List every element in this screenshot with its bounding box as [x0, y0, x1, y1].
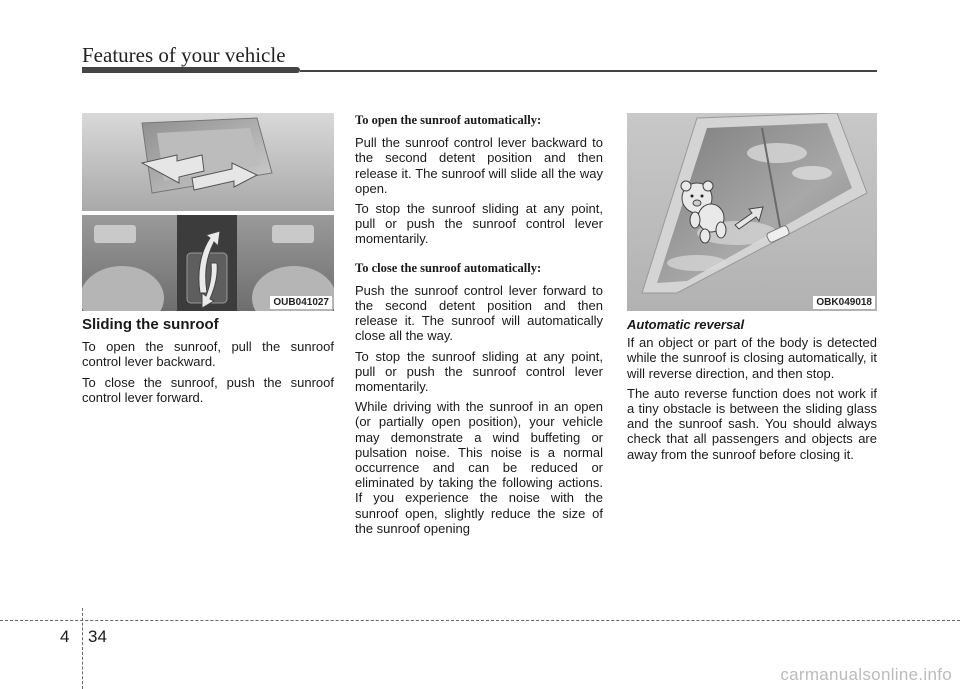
chapter-number: 4 — [60, 627, 70, 646]
paragraph: The auto reverse function does not work if a tiny obstacle is between the sliding glass and the sunroof sash. You should always check that all passengers and objects are away from the sunroof before closing it. — [627, 385, 877, 462]
footer-divider — [82, 608, 83, 689]
paragraph: To stop the sunroof sliding at any point, pull or push the sunroof control lever momentarily. — [355, 201, 603, 247]
subsection-heading: To close the sunroof automatically: — [355, 260, 542, 275]
right-column — [627, 317, 877, 467]
header-rule — [82, 67, 300, 73]
paragraph: Pull the sunroof control lever backward to the second detent position and then release it. The sunroof will slide all the way open. — [355, 135, 603, 196]
page-header-title: Features of your vehicle — [82, 43, 286, 67]
paragraph: To close the sunroof, push the sunroof control lever forward. — [82, 374, 334, 405]
page-number: 34 — [88, 627, 107, 646]
section-title: Sliding the sunroof — [82, 316, 219, 333]
subsection-heading: Automatic reversal — [627, 317, 745, 332]
paragraph: Push the sunroof control lever forward to the second detent position and then release it. The sunroof will automatically close all the way. — [355, 282, 603, 344]
paragraph: While driving with the sunroof in an open (or partially open position), your vehicle may demonstrate a wind buffeting or pulsation noise. This noise is a normal occurrence and can be reduced or eliminated by taking the following actions. If you experience the noise with the sunroof open, slightly reduce the size of the sunroof opening — [355, 399, 603, 536]
paragraph: If an object or part of the body is detected while the sunroof is closing automatically, it will reverse direction, and then stop. — [627, 335, 877, 381]
auto-reversal-illustration — [627, 113, 877, 311]
paragraph: To stop the sunroof sliding at any point, pull or push the sunroof control lever momentarily. — [355, 348, 603, 395]
left-column — [82, 317, 334, 410]
figure-auto-reversal — [627, 113, 877, 311]
sunroof-lever-illustration — [82, 113, 334, 311]
paragraph: To open the sunroof, pull the sunroof control lever backward. — [82, 339, 334, 370]
middle-column — [355, 113, 603, 541]
figure-sunroof-lever — [82, 113, 334, 311]
header-rule-line — [300, 70, 877, 72]
figure-code: OBK049018 — [813, 296, 875, 309]
watermark: carmanualsonline.info — [780, 665, 952, 684]
footer-rule — [0, 620, 960, 621]
subsection-heading: To open the sunroof automatically: — [355, 113, 542, 127]
figure-code: OUB041027 — [270, 296, 332, 309]
